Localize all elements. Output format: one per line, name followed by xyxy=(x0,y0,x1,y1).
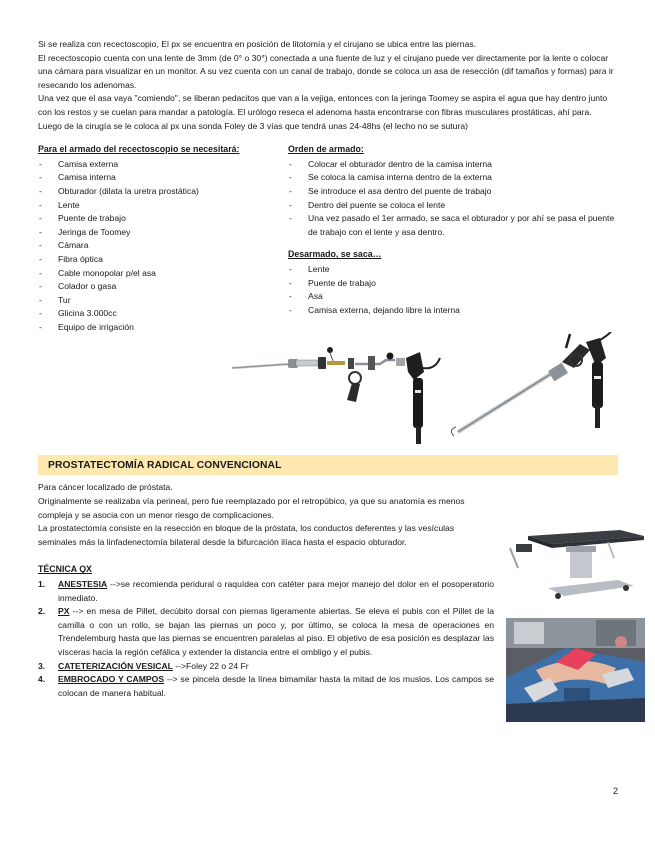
list-item: - Camisa externa, dejando libre la interna xyxy=(288,304,618,318)
step-label: CATETERIZACIÓN VESICAL xyxy=(58,660,173,671)
orden-title: Orden de armado: xyxy=(288,144,364,155)
tecnica-title: TÉCNICA QX xyxy=(38,564,92,575)
armado-column xyxy=(38,143,288,334)
section-paragraph-3: La prostatectomía consiste en la resección en bloque de la próstata, los conductos deferentes y las vesículas seminales más la linfadenectomía bilateral desde la bifurcación ilíaca hasta el espacio obturador. xyxy=(38,523,455,547)
list-item: - Asa xyxy=(288,290,618,304)
step-item xyxy=(38,673,494,700)
resectoscope-images xyxy=(38,338,618,450)
list-item: - Colocar el obturador dentro de la camisa interna xyxy=(288,158,618,172)
step-number: 4. xyxy=(38,674,46,685)
step-text: -->se recomienda peridural o raquídea con catéter para mejor manejo del dolor en el posoperatorio inmediato. xyxy=(58,579,494,603)
surgery-position-image xyxy=(506,618,645,722)
list-item: - Equipo de irrigación xyxy=(38,321,288,335)
list-item: - Cámara xyxy=(38,239,288,253)
list-item: - Colador o gasa xyxy=(38,280,288,294)
step-item xyxy=(38,605,494,659)
step-text: -->Foley 22 o 24 Fr xyxy=(172,660,249,671)
resectoscope-assembled-image xyxy=(450,332,615,444)
operating-table-image xyxy=(508,518,648,604)
list-item: - Cable monopolar p/el asa xyxy=(38,267,288,281)
armado-list xyxy=(38,158,288,335)
step-number: 3. xyxy=(38,660,46,671)
intro-paragraph-2: El recectoscopio cuenta con una lente de 3mm (de 0° o 30°) conectada a una fuente de luz y el cirujano puede ver directamente por la lente o colocar una cámara para visualizar en un monitor. A su vez cuenta con un canal de trabajo, donde se coloca un asa de resección (dif tamaños y formas) para ir resecando los adenomas. xyxy=(38,52,614,90)
step-label: EMBROCADO Y CAMPOS xyxy=(58,674,165,685)
list-item: - Tur xyxy=(38,294,288,308)
intro-paragraph-4: Luego de la cirugía se le coloca al px una sonda Foley de 3 vías que tendrá unas 24-48hs (el lecho no se sutura) xyxy=(38,120,468,131)
orden-list xyxy=(288,158,618,240)
list-item: - Dentro del puente se coloca el lente xyxy=(288,199,618,213)
list-item: - Camisa externa xyxy=(38,158,288,172)
lists-columns xyxy=(38,143,618,334)
intro-section xyxy=(38,38,618,133)
armado-title: Para el armado del recectoscopio se necesitará: xyxy=(38,144,240,155)
list-item: - Se coloca la camisa interna dentro de la externa xyxy=(288,171,618,185)
list-item: - Una vez pasado el 1er armado, se saca el obturador y por ahí se pasa el puente de trabajo con el lente y asa dentro. xyxy=(288,212,618,239)
orden-column xyxy=(288,143,618,334)
step-text: --> en mesa de Pillet, decúbito dorsal con piernas ligeramente abiertas. Se eleva el pubis con el Pillet de la camilla o con un rollo, se bajan las piernas un poco y, por último, se coloca la mesa de operaciones en Trendelemburg hasta que las piernas se encuentren paralelas al piso. El objetivo de esa posición es desplazar las vísceras hacia la región cefálica y extender la distancia entre el ombligo y el pubis. xyxy=(58,606,494,657)
desarmado-list xyxy=(288,263,618,317)
step-text: --> se pincela desde la línea bimamilar hasta la mitad de los muslos. Los campos se colocan de manera habitual. xyxy=(58,674,494,698)
intro-paragraph-1: Si se realiza con recectoscopio, El px se encuentra en posición de litotomía y el cirujano se ubica entre las piernas. xyxy=(38,39,477,49)
list-item: - Fibra óptica xyxy=(38,253,288,267)
list-item: - Lente xyxy=(288,263,618,277)
step-item xyxy=(38,578,494,605)
list-item: - Obturador (dilata la uretra prostática) xyxy=(38,185,288,199)
step-label: PX xyxy=(58,606,70,617)
section-banner: PROSTATECTOMÍA RADICAL CONVENCIONAL xyxy=(38,455,618,475)
list-item: - Jeringa de Toomey xyxy=(38,226,288,240)
resectoscope-parts-image xyxy=(230,338,445,448)
list-item: - Lente xyxy=(38,199,288,213)
step-number: 1. xyxy=(38,579,46,590)
section-paragraph-1: Para cáncer localizado de próstata. xyxy=(38,482,173,493)
list-item: - Camisa interna xyxy=(38,171,288,185)
list-item: - Puente de trabajo xyxy=(288,277,618,291)
tecnica-steps xyxy=(38,578,494,700)
list-item: - Se introduce el asa dentro del puente de trabajo xyxy=(288,185,618,199)
page-number: 2 xyxy=(612,786,618,796)
desarmado-title: Desarmado, se saca… xyxy=(288,249,382,260)
step-label: ANESTESIA xyxy=(58,579,108,590)
section-paragraph-2: Originalmente se realizaba vía perineal, pero fue reemplazado por el retropúbico, ya que su anatomía es menos compleja y se asocia con un menor riesgo de complicaciones. xyxy=(38,496,465,520)
list-item: - Glicina 3.000cc xyxy=(38,307,288,321)
intro-paragraph-3: Una vez que el asa vaya "comiendo", se liberan pedacitos que van a la vejiga, entonces con la jeringa Toomey se aspira el agua que hay dentro junto con los restos y se cuelan para mandar a patología. El urólogo reseca el adenoma hasta encontrarse con fibras musculares prostáticas, ahí para. xyxy=(38,93,608,117)
step-item xyxy=(38,660,494,674)
list-item: - Puente de trabajo xyxy=(38,212,288,226)
step-number: 2. xyxy=(38,606,46,617)
